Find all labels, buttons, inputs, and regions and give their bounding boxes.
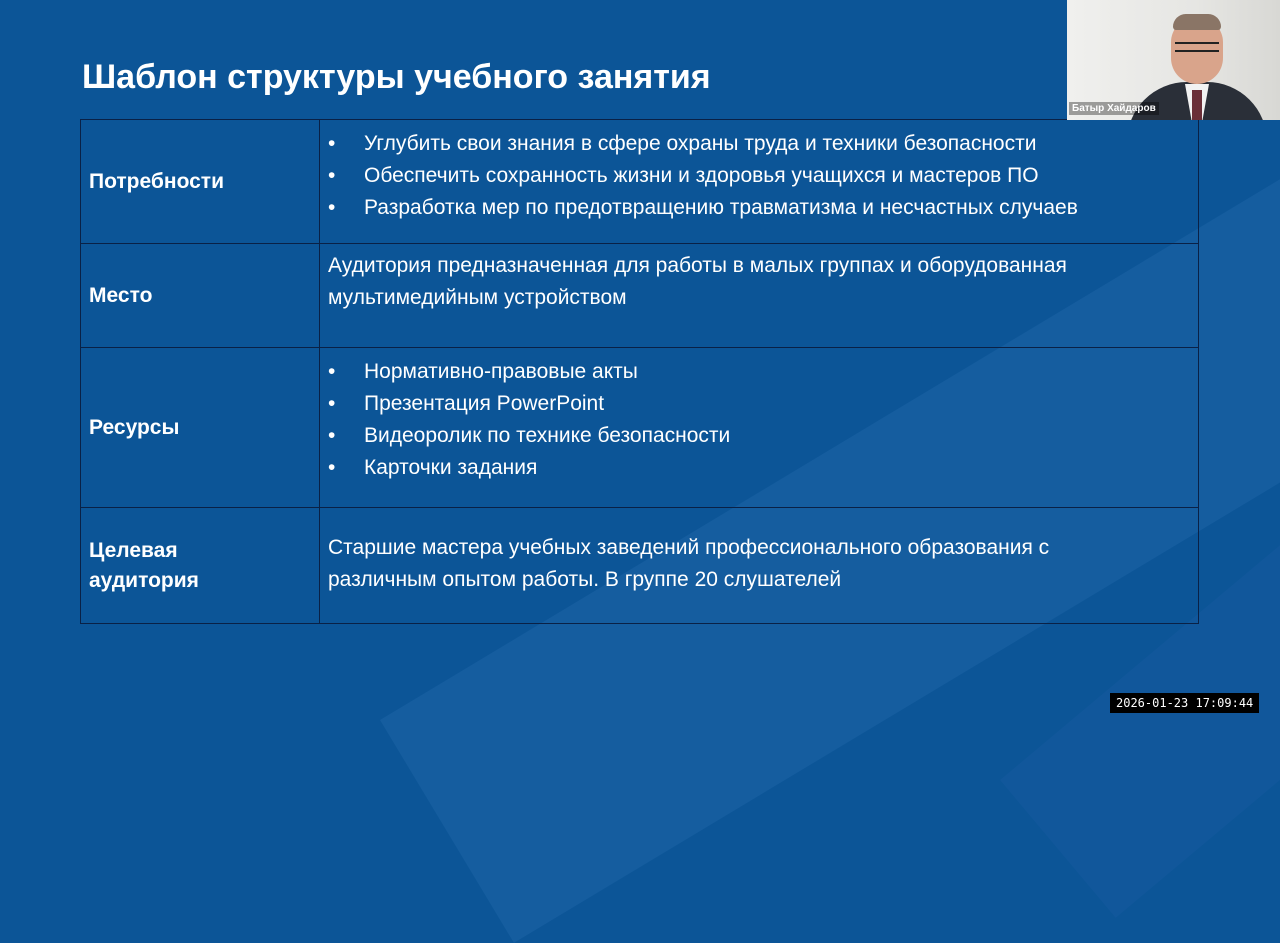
label-line: Целевая — [89, 538, 178, 562]
resources-list — [328, 356, 1190, 484]
row-label-audience — [81, 508, 320, 624]
needs-list — [328, 128, 1190, 224]
table-row-audience — [81, 508, 1199, 624]
text-line: различным опытом работы. В группе 20 слушателей — [328, 568, 842, 591]
row-label-needs: Потребности — [81, 120, 320, 244]
row-label-place: Место — [81, 244, 320, 348]
slide-title: Шаблон структуры учебного занятия — [82, 58, 711, 96]
table-row-place — [81, 244, 1199, 348]
text-line: Аудитория предназначенная для работы в малых группах и оборудованная — [328, 254, 1067, 277]
list-item: • Углубить свои знания в сфере охраны труда и техники безопасности — [328, 128, 1190, 160]
row-content-needs — [320, 120, 1199, 244]
list-item: • Презентация PowerPoint — [328, 388, 1190, 420]
speaker-tie — [1192, 90, 1202, 120]
speaker-glasses — [1175, 42, 1219, 52]
list-item: • Карточки задания — [328, 452, 1190, 484]
list-item: • Обеспечить сохранность жизни и здоровья учащихся и мастеров ПО — [328, 160, 1190, 192]
speaker-hair — [1173, 14, 1221, 30]
list-item: • Видеоролик по технике безопасности — [328, 420, 1190, 452]
recording-timestamp: 2026-01-23 17:09:44 — [1110, 693, 1259, 713]
text-line: Старшие мастера учебных заведений профессионального образования с — [328, 536, 1050, 559]
text-line: мультимедийным устройством — [328, 286, 627, 309]
label-line: аудитория — [89, 568, 199, 592]
table-row-resources — [81, 348, 1199, 508]
row-content-audience — [320, 508, 1199, 624]
list-item: • Разработка мер по предотвращению травматизма и несчастных случаев — [328, 192, 1190, 224]
row-content-resources — [320, 348, 1199, 508]
table-row-needs — [81, 120, 1199, 244]
lesson-structure-table — [80, 119, 1199, 624]
row-content-place — [320, 244, 1199, 348]
participant-name-label: Батыр Хайдаров — [1069, 102, 1159, 115]
row-label-resources: Ресурсы — [81, 348, 320, 508]
list-item: • Нормативно-правовые акты — [328, 356, 1190, 388]
